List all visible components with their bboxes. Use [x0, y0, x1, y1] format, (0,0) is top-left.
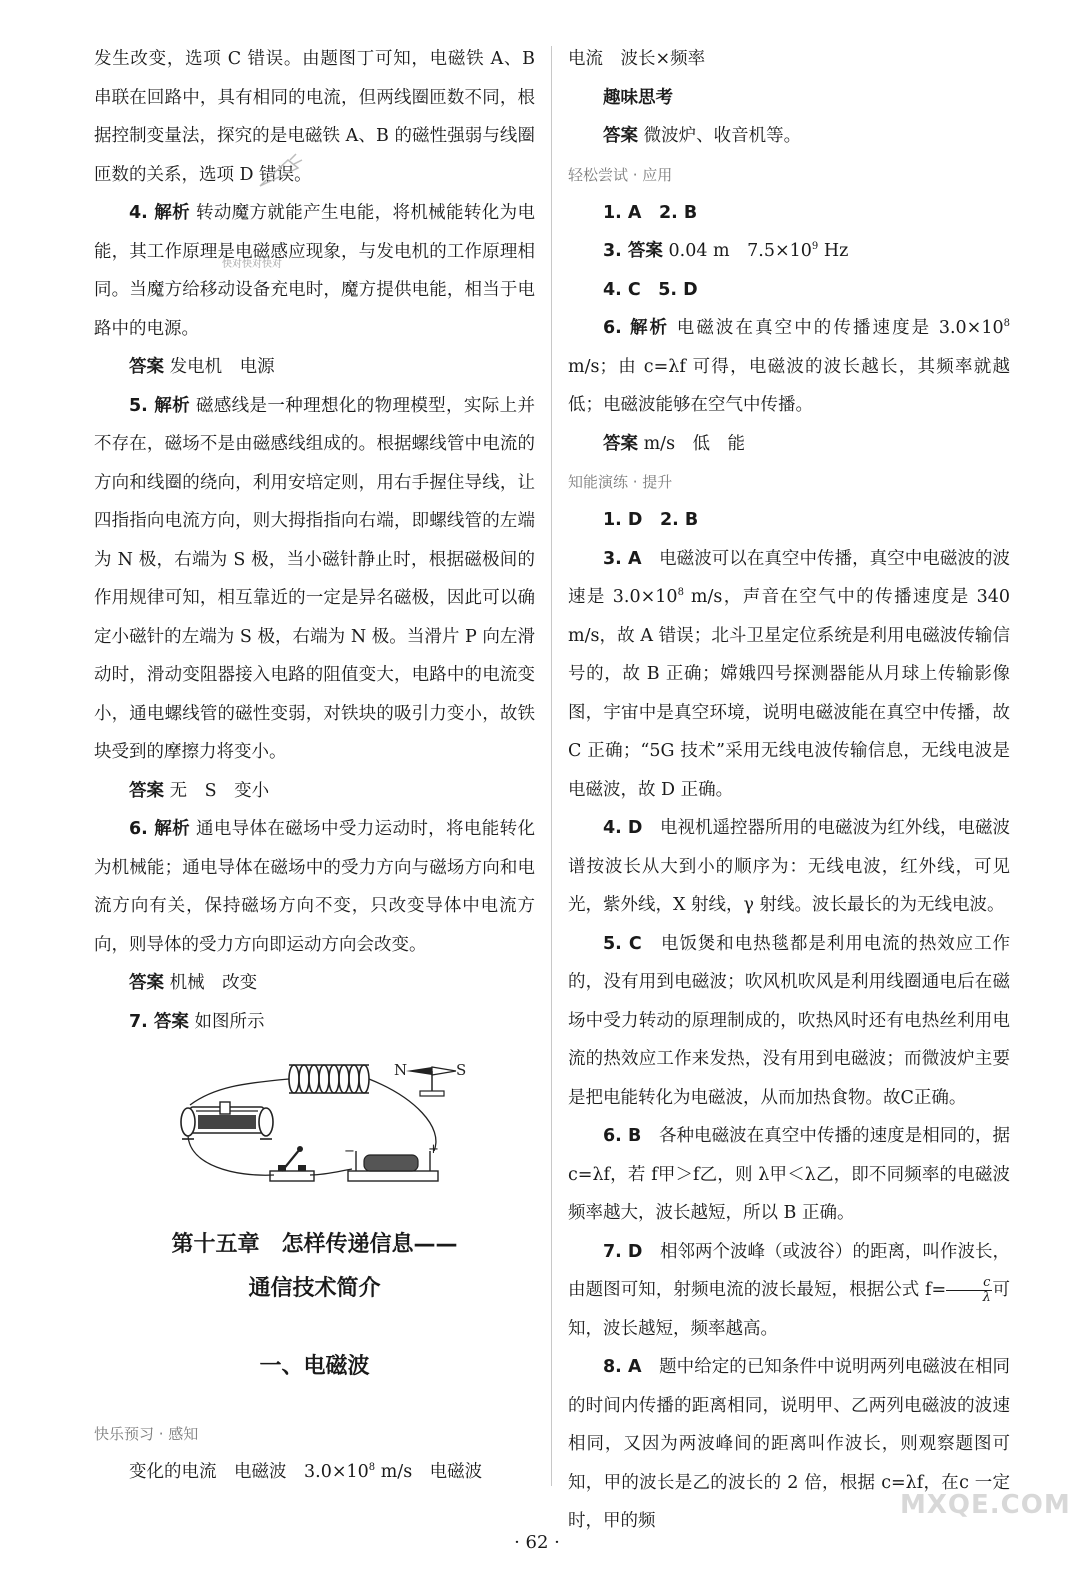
k5-label: 5. C	[603, 933, 642, 954]
battery-box	[348, 1151, 438, 1181]
practice-6	[568, 1117, 1010, 1233]
watermark-small: 快对快对快对	[222, 259, 282, 270]
k3-text-b: m/s，声音在空气中的传播速度是 340 m/s，故 A 错误；北斗卫星定位系统是利用电磁波传输信号的，故 B 正确；嫦娥四号探测器能从月球上传输影像图，宇宙中是真空环境，说明电磁波能在真空中传播，故 C 正确；“5G 技术”采用无线电波传输信息，无线电波是电磁波，故 D 正确。	[568, 587, 1011, 800]
q5-answer-label: 答案	[129, 780, 164, 801]
pole-n-label: N	[394, 1061, 408, 1079]
preview-exponent: 8	[368, 1462, 376, 1474]
question-6-analysis	[94, 810, 535, 964]
try-answers-1-2: 1. A 2. B	[603, 202, 698, 223]
left-column	[94, 40, 535, 1492]
t3-text: 0.04 m 7.5×10	[668, 241, 812, 261]
preview-answer	[94, 1453, 535, 1492]
k4-label: 4. D	[603, 818, 643, 838]
k3-text-a: 电磁波可以在真空中传播，真空中电磁波的波速是 3.0×10	[568, 548, 1010, 607]
q4-label: 4. 解析	[129, 203, 191, 223]
try-answer-3	[568, 232, 1010, 271]
sliding-rheostat	[181, 1102, 273, 1139]
section-try-heading: 轻松尝试 · 应用	[568, 165, 673, 184]
question-7-answer	[94, 1003, 535, 1042]
practice-5	[568, 925, 1010, 1118]
chapter-title-line1: 第十五章 怎样传递信息——	[171, 1232, 458, 1257]
practice-answers-1-2: 1. D 2. B	[603, 510, 699, 530]
carrot-watermark-icon	[254, 152, 304, 192]
question-5-answer	[94, 772, 535, 811]
q5-text: 磁感线是一种理想化的物理模型，实际上并不存在，磁场不是由磁感线组成的。根据螺线管中电流的方向和线圈的绕向，利用安培定则，用右手握住导线，让四指指向电流方向，则大拇指指向右端，即螺线管的左端为 N 极，右端为 S 极，当小磁针静止时，根据磁极间的作用规律可知，相互靠近的一定是异名磁极，因此可以确定小磁针的左端为 S 极，右端为 N 极。当滑片 P 向左滑动时，滑动变阻器接入电路的阻值变大，电路中的电流变小，通电螺线管的磁性变弱，对铁块的吸引力变小，故铁块受到的摩擦力将变小。	[94, 395, 535, 762]
try-analysis-6	[568, 309, 1010, 425]
question-4-analysis	[94, 194, 535, 348]
question-5-analysis	[94, 387, 535, 772]
chapter-title	[94, 1223, 535, 1311]
q4-answer-label: 答案	[129, 357, 164, 377]
chapter-title-line2: 通信技术简介	[248, 1276, 381, 1301]
fraction-numerator: c	[946, 1276, 992, 1291]
compass-needle	[406, 1067, 456, 1096]
k8-text: 题中给定的已知条件中说明两列电磁波在相同的时间内传播的距离相同，说明甲、乙两列电磁波的波速相同，又因为两波峰间的距离叫作波长，则观察题图可知，甲的波长是乙的波长的 2 倍，根据 c=λf，在c 一定时，甲的频	[568, 1357, 1010, 1531]
q4-answer: 发电机 电源	[169, 357, 275, 377]
t3-tail: Hz	[818, 241, 849, 261]
preview-text: 变化的电流 电磁波 3.0×10	[129, 1462, 369, 1482]
t3-exponent: 9	[811, 241, 819, 253]
battery-plus-label: +	[428, 1142, 439, 1157]
try-answers-4-5: 4. C 5. D	[603, 279, 698, 300]
circuit-figure	[94, 1047, 535, 1207]
k3-exponent: 8	[677, 587, 684, 599]
pole-s-label: S	[456, 1061, 467, 1079]
column-divider	[551, 46, 552, 1486]
t6-text-b: m/s；由 c=λf 可得，电磁波的波长越长，其频率就越低；电磁波能够在空气中传播。	[568, 356, 1010, 415]
circuit-diagram	[94, 1047, 535, 1207]
paragraph-continued: 发生改变，选项 C 错误。由题图丁可知，电磁铁 A、B 串联在回路中，具有相同的电流，但两线圈匝数不同，根据控制变量法，探究的是电磁铁 A、B 的磁性强弱与线圈匝数的关系，选项 D 错误。	[94, 49, 535, 185]
t6-answer-label: 答案	[603, 433, 638, 454]
k5-text: 电饭煲和电热毯都是利用电流的热效应工作的，没有用到电磁波；吹风机吹风是利用线圈通电后在磁场中受力转动的原理制成的，吹热风时还有电热丝利用电流的热效应工作来发热，没有用到电磁波；而微波炉主要是把电能转化为电磁波，从而加热食物。故C正确。	[568, 933, 1011, 1108]
practice-4	[568, 809, 1010, 925]
q4-text: 转动魔方就能产生电能，将机械能转化为电能，其工作原理是电磁感应现象，与发电机的工作原理相同。当魔方给移动设备充电时，魔方提供电能，相当于电路中的电源。	[94, 203, 535, 339]
try-answer-6	[568, 425, 1010, 464]
fun-thinking-heading: 趣味思考	[603, 87, 673, 108]
fun-answer: 微波炉、收音机等。	[643, 126, 802, 146]
k7-text-b: 可知，波长越短，频率越高。	[568, 1280, 1011, 1339]
t6-exponent: 8	[1003, 318, 1010, 330]
practice-3	[568, 540, 1010, 810]
k7-label: 7. D	[603, 1241, 643, 1262]
section-preview-heading: 快乐预习 · 感知	[94, 1425, 199, 1443]
fun-thinking-answer	[568, 117, 1010, 156]
k4-text: 电视机遥控器所用的电磁波为红外线，电磁波谱按波长从大到小的顺序为：无线电波，红外线，可见光，紫外线，X 射线，γ 射线。波长最长的为无线电波。	[568, 818, 1011, 915]
q6-label: 6. 解析	[129, 819, 191, 839]
k3-label: 3. A	[603, 548, 642, 569]
t6-answer: m/s 低 能	[643, 433, 746, 454]
battery-minus-label: −	[344, 1144, 355, 1159]
knife-switch	[270, 1146, 314, 1181]
q6-answer: 机械 改变	[169, 973, 258, 993]
q5-label: 5. 解析	[129, 395, 191, 416]
page-number: · 62 ·	[514, 1532, 560, 1553]
solenoid-coil	[289, 1065, 369, 1093]
fun-answer-label: 答案	[603, 126, 638, 146]
k6-text: 各种电磁波在真空中传播的速度是相同的，据c=λf，若 f甲＞f乙，则 λ甲＜λ乙，即不同频率的电磁波频率越大，波长越短，所以 B 正确。	[568, 1126, 1011, 1223]
q5-answer: 无 S 变小	[169, 780, 270, 801]
q7-label: 7. 答案	[129, 1011, 189, 1032]
q7-text: 如图所示	[194, 1011, 265, 1032]
k6-label: 6. B	[603, 1126, 642, 1146]
k8-label: 8. A	[603, 1357, 642, 1377]
t6-text-a: 电磁波在真空中的传播速度是 3.0×10	[676, 318, 1004, 338]
t3-label: 3. 答案	[603, 241, 663, 261]
lesson-title: 一、电磁波	[259, 1354, 370, 1379]
right-column	[568, 40, 1010, 1541]
q6-text: 通电导体在磁场中受力运动时，将电能转化为机械能；通电导体在磁场中的受力方向与磁场方向和电流方向有关，保持磁场方向不变，只改变导体中电流方向，则导体的受力方向即运动方向会改变。	[94, 819, 535, 955]
question-4-answer	[94, 348, 535, 387]
t6-label: 6. 解析	[603, 318, 670, 338]
section-practice-heading: 知能演练 · 提升	[568, 473, 673, 491]
watermark-site: MXQE.COM	[900, 1490, 1071, 1520]
question-6-answer	[94, 964, 535, 1003]
k7-text-a: 相邻两个波峰（或波谷）的距离，叫作波长，由题图可知，射频电流的波长最短，根据公式 f=	[568, 1241, 1011, 1300]
q6-answer-label: 答案	[129, 973, 164, 993]
fraction-denominator: λ	[982, 1290, 991, 1305]
preview-continued: 电流 波长×频率	[568, 49, 706, 69]
formula-fraction	[946, 1276, 992, 1305]
preview-tail: m/s 电磁波	[375, 1462, 483, 1482]
practice-7	[568, 1233, 1010, 1349]
